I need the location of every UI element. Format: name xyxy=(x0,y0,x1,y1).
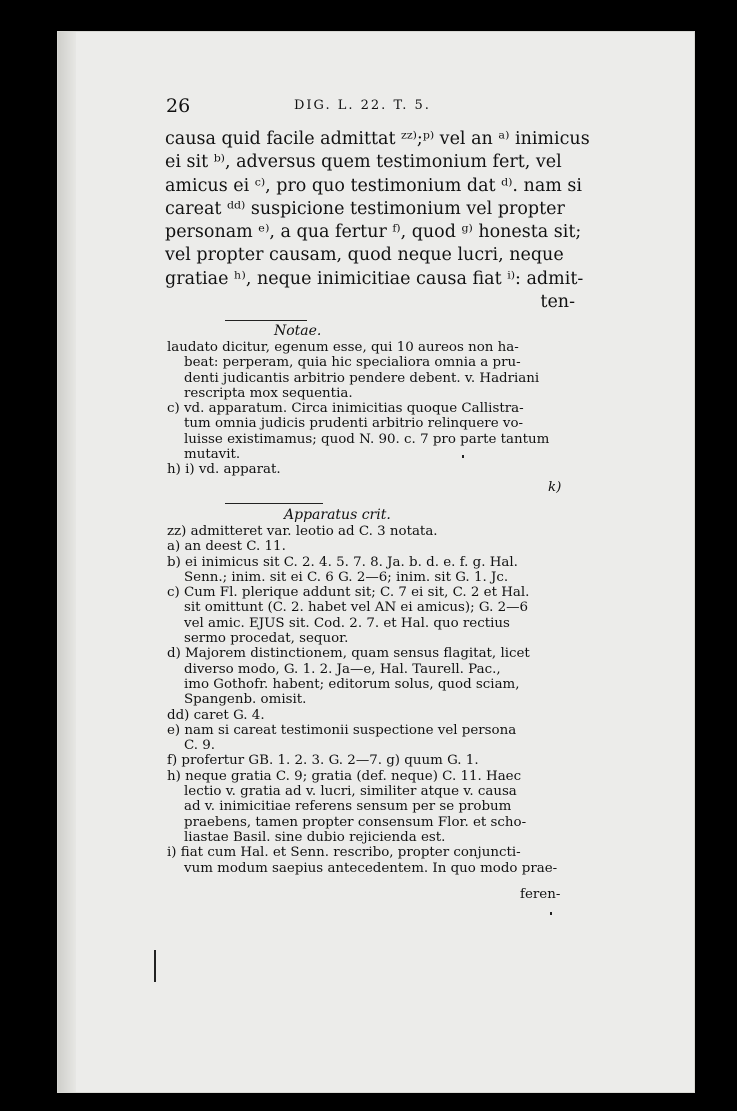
main-text-line: careat ᵈᵈ⁾ suspicione testimonium vel propter xyxy=(165,198,565,219)
main-text-line: amicus ei ᶜ⁾, pro quo testimonium dat ᵈ⁾. nam si xyxy=(165,175,582,196)
apparatus-line: zz) admitteret var. leotio ad C. 3 notata. xyxy=(167,524,438,539)
apparatus-line: lectio v. gratia ad v. lucri, similiter atque v. causa xyxy=(184,784,517,800)
apparatus-line: imo Gothofr. habent; editorum solus, quod sciam, xyxy=(184,676,520,692)
main-text-line: causa quid facile admittat ᶻᶻ⁾;ᵖ⁾ vel an ᵃ⁾ inimicus xyxy=(165,129,590,149)
note-line: tum omnia judicis prudenti arbitrio relinquere vo- xyxy=(184,416,524,432)
apparatus-line: a) an deest C. 11. xyxy=(167,539,286,555)
note-line: rescripta mox sequentia. xyxy=(184,385,353,401)
note-line: luisse existimamus; quod N. 90. c. 7 pro parte tantum xyxy=(184,431,550,447)
apparatus-line: C. 9. xyxy=(184,738,216,754)
apparatus-line: Senn.; inim. sit ei C. 6 G. 2—6; inim. sit G. 1. Jc. xyxy=(184,569,509,585)
main-text-line: gratiae ʰ⁾, neque inimicitiae causa fiat ⁱ⁾: admit- xyxy=(165,268,584,289)
apparatus-line: d) Majorem distinctionem, quam sensus flagitat, licet xyxy=(167,646,530,662)
apparatus-line: b) ei inimicus sit C. 2. 4. 5. 7. 8. Ja. b. d. e. f. g. Hal. xyxy=(167,554,518,570)
apparatus-line: e) nam si careat testimonii suspectione vel persona xyxy=(167,722,517,738)
apparatus-line: vel amic. EJUS sit. Cod. 2. 7. et Hal. quo rectius xyxy=(184,615,510,631)
main-text-line: personam ᵉ⁾, a qua fertur ᶠ⁾, quod ᵍ⁾ honesta sit; xyxy=(165,222,582,243)
running-title: DIG. L. 22. T. 5. xyxy=(294,98,431,113)
page-number: 26 xyxy=(166,95,191,117)
note-line: beat: perperam, quia hic specialiora omnia a pru- xyxy=(184,355,521,371)
apparatus-line: praebens, tamen propter consensum Flor. et scho- xyxy=(184,814,527,830)
ink-speck xyxy=(154,950,156,982)
main-text xyxy=(165,128,595,314)
apparatus-line: diverso modo, G. 1. 2. Ja—e, Hal. Taurell. Pac., xyxy=(184,661,501,677)
notae-block xyxy=(167,340,599,478)
notae-corner-mark: k) xyxy=(548,480,562,495)
note-line: h) i) vd. apparat. xyxy=(167,462,281,478)
note-line: laudato dicitur, egenum esse, qui 10 aureos non ha- xyxy=(167,340,519,355)
ink-speck xyxy=(462,455,464,458)
apparatus-line: Spangenb. omisit. xyxy=(184,692,307,708)
main-text-line: ei sit ᵇ⁾, adversus quem testimonium fert, vel xyxy=(165,152,562,173)
apparatus-title: Apparatus crit. xyxy=(284,507,391,523)
notae-rule xyxy=(225,320,307,321)
ink-speck xyxy=(550,912,552,915)
apparatus-line: sit omittunt (C. 2. habet vel AN ei amicus); G. 2—6 xyxy=(184,600,529,616)
note-line: denti judicantis arbitrio pendere debent. v. Hadriani xyxy=(184,370,540,386)
apparatus-line: vum modum saepius antecedentem. In quo modo prae- xyxy=(184,860,558,876)
apparatus-line: i) fiat cum Hal. et Senn. rescribo, propter conjuncti- xyxy=(167,845,521,861)
apparatus-line: liastae Basil. sine dubio rejicienda est. xyxy=(184,829,446,845)
main-text-line: vel propter causam, quod neque lucri, neque xyxy=(165,245,564,266)
note-line: c) vd. apparatum. Circa inimicitias quoque Callistra- xyxy=(167,401,524,417)
apparatus-line: h) neque gratia C. 9; gratia (def. neque) C. 11. Haec xyxy=(167,768,522,784)
notae-title: Notae. xyxy=(274,323,322,339)
page-fold-shadow xyxy=(58,32,76,1092)
apparatus-rule xyxy=(225,503,323,504)
apparatus-line: f) profertur GB. 1. 2. 3. G. 2—7. g) quum G. 1. xyxy=(167,753,479,769)
apparatus-line: dd) caret G. 4. xyxy=(167,707,265,723)
apparatus-line: sermo procedat, sequor. xyxy=(184,631,349,647)
apparatus-line: c) Cum Fl. plerique addunt sit; C. 7 ei sit, C. 2 et Hal. xyxy=(167,585,530,601)
note-line: mutavit. xyxy=(184,447,241,463)
main-text-catchword: ten- xyxy=(540,292,575,313)
apparatus-catchword: feren- xyxy=(520,887,561,902)
apparatus-block xyxy=(167,524,599,876)
apparatus-line: ad v. inimicitiae referens sensum per se probum xyxy=(184,799,512,815)
